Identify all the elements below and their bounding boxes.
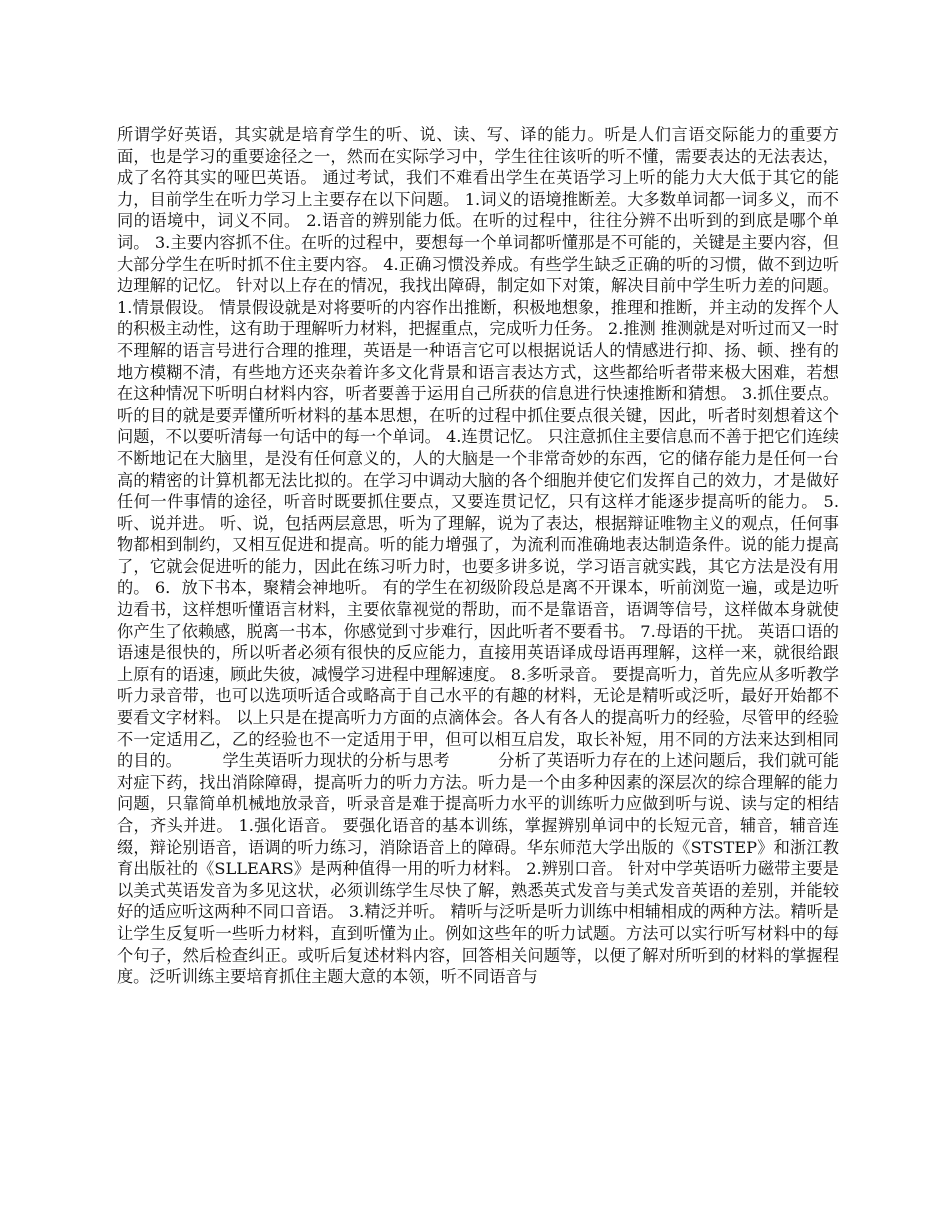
body-paragraph: 所谓学好英语，其实就是培育学生的听、说、读、写、译的能力。听是人们言语交际能力的重要方面，也是学习的重要途径之一，然而在实际学习中，学生往往该听的听不懂，需要表达的无法表达，成了名符其实的哑巴英语。 通过考试，我们不难看出学生在英语学习上听的能力大大低于其它的能力，目前学生在听力学习上主要存在以下问题。 1.词义的语境推断差。大多数单词都一词多义，而不同的语境中，词义不同。 2.语音的辨别能力低。在听的过程中，往往分辨不出听到的到底是哪个单词。 3.主要内容抓不住。在听的过程中，要想每一个单词都听懂那是不可能的，关键是主要内容，但大部分学生在听时抓不住主要内容。 4.正确习惯没养成。有些学生缺乏正确的听的习惯，做不到边听边理解的记忆。 针对以上存在的情况，我找出障碍，制定如下对策，解决目前中学生听力差的问题。 1.情景假设。 情景假设就是对将要听的内容作出推断，积极地想象，推理和推断，并主动的发挥个人的积极主动性，这有助于理解听力材料，把握重点，完成听力任务。 2.推测 推测就是对听过而又一时不理解的语言号进行合理的推理，英语是一种语言它可以根据说话人的情感进行抑、扬、顿、挫有的地方模糊不清，有些地方还夹杂着许多文化背景和语言表达方式，这些都给听者带来极大困难，若想在这种情况下听明白材料内容，听者要善于运用自己所获的信息进行快速推断和猜想。 3.抓住要点。 听的目的就是要弄懂所听材料的基本思想，在听的过程中抓住要点很关键，因此，听者时刻想着这个问题，不以要听清每一句话中的每一个单词。 4.连贯记忆。 只注意抓住主要信息而不善于把它们连续不断地记在大脑里，是没有任何意义的，人的大脑是一个非常奇妙的东西，它的储存能力是任何一台高的精密的计算机都无法比拟的。在学习中调动大脑的各个细胞并使它们发挥自己的效力，才是做好任何一件事情的途径，听音时既要抓住要点，又要连贯记忆，只有这样才能逐步提高听的能力。 5.听、说并进。 听、说，包括两层意思，听为了理解，说为了表达，根据辩证唯物主义的观点，任何事物都相到制约，又相互促进和提高。听的能力增强了，为流利而准确地表达制造条件。说的能力提高了，它就会促进听的能力，因此在练习听力时，也要多讲多说，学习语言就实践，其它方法是没有用的。 6．放下书本，聚精会神地听。 有的学生在初级阶段总是离不开课本，听前浏览一遍，或是边听边看书，这样想听懂语言材料，主要依靠视觉的帮助，而不是靠语音，语调等信号，这样做本身就使你产生了依赖感，脱离一书本，你感觉到寸步难行，因此听者不要看书。 7.母语的干扰。 英语口语的语速是很快的，所以听者必须有很快的反应能力，直接用英语译成母语再理解，这样一来，就很给跟上原有的语速，顾此失彼，减慢学习进程中理解速度。 8.多听录音。 要提高听力，首先应从多听教学听力录音带，也可以选项听适合或略高于自己水平的有趣的材料，无论是精听或泛听，最好开始都不要看文字材料。 以上只是在提高听力方面的点滴体会。各人有各人的提高听力的经验，尽管甲的经验不一定适用乙，乙的经验也不一定适用于甲，但可以相互启发，取长补短，用不同的方法来达到相同的目的。 学生英语听力现状的分析与思考 分析了英语听力存在的上述问题后，我们就可能对症下药，找出消除障碍，提高听力的听力方法。听力是一个由多种因素的深层次的综合理解的能力问题，只靠简单机械地放录音，听录音是难于提高听力水平的训练听力应做到听与说、读与定的相结合，齐头并进。 1.强化语音。 要强化语音的基本训练，掌握辨别单词中的长短元音，辅音，辅音连缀，辩论别语音，语调的听力练习，消除语音上的障碍。华东师范大学出版的《STSTEP》和浙江教育出版社的《SLLEARS》是两种值得一用的听力材料。 2.辨别口音。 针对中学英语听力磁带主要是以美式英语发音为多见这状，必须训练学生尽快了解，熟悉英式发音与美式发音英语的差别，并能较好的适应听这两种不同口音语。 3.精泛并听。 精听与泛听是听力训练中相辅相成的两种方法。精听是让学生反复听一些听力材料，直到听懂为止。例如这些年的听力试题。方法可以实行听写材料中的每个句子，然后检查纠正。或听后复述材料内容，回答相关问题等，以便了解对所听到的材料的掌握程度。泛听训练主要培育抓住主题大意的本领，听不同语音与 [117,125,839,987]
